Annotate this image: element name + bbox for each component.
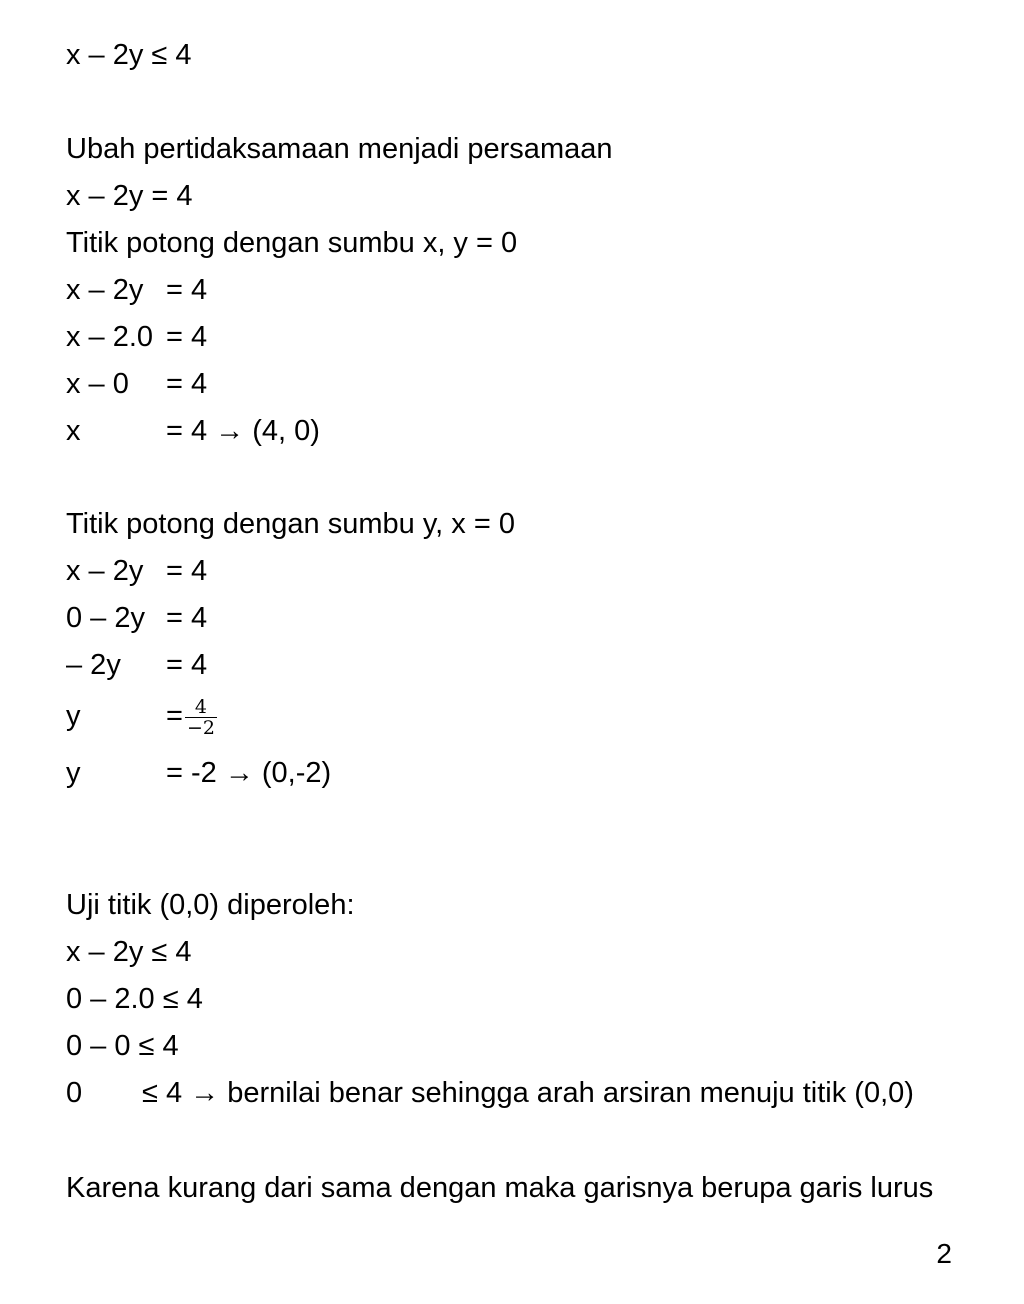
step-lhs: x – 2y [66, 274, 144, 306]
step-rhs: = 4 [166, 274, 208, 306]
step-lhs: – 2y [66, 649, 121, 681]
step-rhs: = 4 [166, 649, 208, 681]
y-intercept-step-1 [66, 554, 207, 588]
step-rhs: = 4 → (4, 0) [166, 415, 320, 447]
step-equals: = [166, 700, 183, 732]
step-rhs: = 4 [166, 321, 208, 353]
fraction-denominator: −2 [186, 716, 215, 739]
inequality-line: x – 2y ≤ 4 [66, 39, 192, 71]
step-rhs: = 4 [166, 368, 208, 400]
test-step-2: 0 – 2.0 ≤ 4 [66, 983, 203, 1015]
fraction [185, 697, 217, 738]
x-intercept-title: Titik potong dengan sumbu x, y = 0 [66, 227, 518, 259]
step-lhs: y [66, 700, 81, 732]
test-step-1: x – 2y ≤ 4 [66, 936, 192, 968]
step-lhs: x [66, 415, 81, 447]
step-lhs: x – 0 [66, 368, 129, 400]
step-rhs: = 4 [166, 602, 208, 634]
test-step-4 [66, 1076, 914, 1110]
intro-text: Ubah pertidaksamaan menjadi persamaan [66, 133, 613, 165]
step-lhs: x – 2y [66, 555, 144, 587]
x-intercept-step-1 [66, 273, 207, 307]
step-rhs: ≤ 4 → bernilai benar sehingga arah arsiran menuju titik (0,0) [142, 1077, 914, 1109]
test-point-title: Uji titik (0,0) diperoleh: [66, 889, 355, 921]
step-lhs: 0 – 2y [66, 602, 145, 634]
x-intercept-step-3 [66, 367, 207, 401]
y-intercept-title: Titik potong dengan sumbu y, x = 0 [66, 508, 515, 540]
equation-line: x – 2y = 4 [66, 180, 193, 212]
y-intercept-step-4 [66, 690, 217, 742]
test-step-3: 0 – 0 ≤ 4 [66, 1030, 179, 1062]
y-intercept-step-5 [66, 756, 331, 790]
y-intercept-step-3 [66, 648, 207, 682]
step-lhs: 0 [66, 1077, 83, 1109]
y-intercept-step-2 [66, 601, 207, 635]
conclusion-text: Karena kurang dari sama dengan maka garisnya berupa garis lurus [66, 1172, 934, 1204]
x-intercept-step-2 [66, 320, 207, 354]
step-lhs: x – 2.0 [66, 321, 154, 353]
step-rhs: = -2 → (0,-2) [166, 757, 332, 789]
page-number: 2 [936, 1238, 952, 1269]
fraction-numerator: 4 [185, 697, 217, 718]
step-lhs: y [66, 757, 81, 789]
step-rhs: = 4 [166, 555, 208, 587]
x-intercept-step-4 [66, 414, 320, 448]
